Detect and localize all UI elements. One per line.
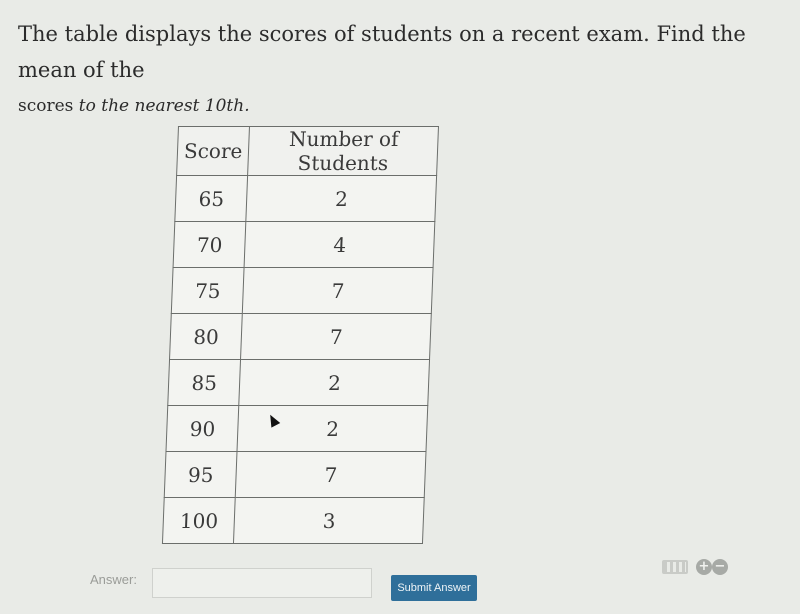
table-row [162,498,424,544]
table-row [168,360,430,406]
question-line-2 [18,88,788,124]
table-row [164,452,426,498]
answer-tools [662,556,728,578]
score-cell: 100 [162,498,235,544]
score-cell: 90 [166,406,239,452]
count-cell: 7 [236,452,427,498]
count-cell: 4 [244,222,435,268]
zoom-controls [696,559,728,575]
table-row [166,406,428,452]
count-cell: 2 [239,360,430,406]
table-row [173,222,435,268]
answer-input[interactable] [152,568,372,598]
question-line-2-start: scores [18,96,79,116]
score-cell: 65 [175,176,248,222]
header-number-of-students: Number of Students [248,127,439,176]
keyboard-icon[interactable] [662,560,688,574]
table-row [171,268,433,314]
count-cell: 7 [241,314,432,360]
table-row [170,314,432,360]
answer-label: Answer: [90,572,137,587]
question-text [18,16,788,124]
header-score: Score [177,127,250,176]
score-cell: 75 [171,268,244,314]
count-cell: 2 [237,406,428,452]
table-header-row [177,127,439,176]
zoom-out-icon[interactable]: − [712,559,728,575]
table-row [175,176,437,222]
scores-table [162,126,439,544]
score-cell: 85 [168,360,241,406]
question-line-2-italic: to the nearest 10th. [78,96,250,116]
count-cell: 2 [246,176,437,222]
count-cell: 7 [243,268,434,314]
count-cell: 3 [234,498,425,544]
zoom-in-icon[interactable]: + [696,559,712,575]
score-cell: 70 [173,222,246,268]
submit-answer-button[interactable]: Submit Answer [391,575,477,601]
question-line-1: The table displays the scores of students on a recent exam. Find the mean of the [18,22,746,82]
score-cell: 95 [164,452,237,498]
score-cell: 80 [170,314,243,360]
